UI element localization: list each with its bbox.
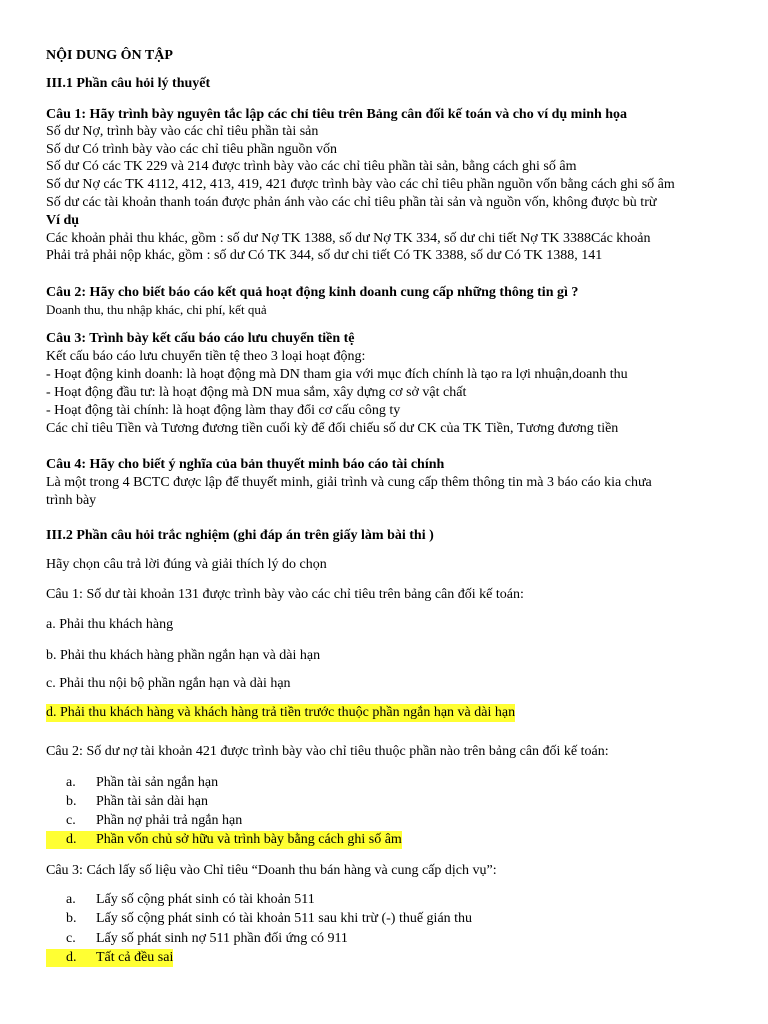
mc-question-3: Câu 3: Cách lấy số liệu vào Chỉ tiêu “Doanh thu bán hàng và cung cấp dịch vụ”: bbox=[46, 863, 497, 878]
example-line: Các khoản phải thu khác, gồm : số dư Nợ TK 1388, số dư Nợ TK 334, số dư chi tiết Nợ TK 3388Các khoản bbox=[46, 231, 651, 246]
mc-option-highlighted-answer: d. Phần vốn chủ sở hữu và trình bày bằng cách ghi số âm bbox=[46, 831, 402, 849]
theory-question-1-line: Số dư Nợ các TK 4112, 412, 413, 419, 421 được trình bày vào các chỉ tiêu phần nguồn vốn bằng cách ghi số âm bbox=[46, 177, 675, 192]
theory-question-1-line: Số dư Có các TK 229 và 214 được trình bày vào các chỉ tiêu phần tài sản, bằng cách ghi số âm bbox=[46, 159, 577, 174]
theory-question-2-heading: Câu 2: Hãy cho biết báo cáo kết quả hoạt động kinh doanh cung cấp những thông tin gì ? bbox=[46, 285, 579, 300]
mc-option: c. Lấy số phát sinh nợ 511 phần đối ứng có 911 bbox=[66, 931, 348, 946]
theory-question-1-line: Số dư Nợ, trình bày vào các chỉ tiêu phần tài sản bbox=[46, 124, 319, 139]
mc-question-2: Câu 2: Số dư nợ tài khoản 421 được trình bày vào chỉ tiêu thuộc phần nào trên bảng cân đối kế toán: bbox=[46, 744, 609, 759]
mc-option: a. Phải thu khách hàng bbox=[46, 617, 174, 632]
mc-option: c. Phải thu nội bộ phần ngắn hạn và dài hạn bbox=[46, 676, 291, 691]
mc-option: a. Phần tài sản ngắn hạn bbox=[66, 775, 219, 790]
section-heading-theory: III.1 Phần câu hỏi lý thuyết bbox=[46, 76, 211, 91]
theory-question-3-line: - Hoạt động kinh doanh: là hoạt động mà DN tham gia với mục đích chính là tạo ra lợi nhuận,doanh thu bbox=[46, 367, 628, 382]
mc-question-1: Câu 1: Số dư tài khoản 131 được trình bày vào các chỉ tiêu trên bảng cân đối kế toán: bbox=[46, 587, 524, 602]
theory-question-3-line: Kết cấu báo cáo lưu chuyển tiền tệ theo 3 loại hoạt động: bbox=[46, 349, 366, 364]
mc-option: c. Phần nợ phải trả ngắn hạn bbox=[66, 813, 243, 828]
theory-question-4-line: trình bày bbox=[46, 493, 97, 508]
doc-title: NỘI DUNG ÔN TẬP bbox=[46, 48, 173, 63]
theory-question-3-heading: Câu 3: Trình bày kết cấu báo cáo lưu chuyển tiền tệ bbox=[46, 331, 355, 346]
theory-question-3-line: Các chỉ tiêu Tiền và Tương đương tiền cuối kỳ để đối chiếu số dư CK của TK Tiền, Tương đương tiền bbox=[46, 421, 619, 436]
example-line: Phải trả phải nộp khác, gồm : số dư Có TK 344, số dư chi tiết Có TK 3388, số dư Có TK 1388, 141 bbox=[46, 248, 603, 263]
theory-question-1-heading: Câu 1: Hãy trình bày nguyên tắc lập các chỉ tiêu trên Bảng cân đối kế toán và cho ví dụ minh họa bbox=[46, 107, 628, 122]
example-label: Ví dụ bbox=[46, 213, 80, 228]
mc-option: b. Phải thu khách hàng phần ngắn hạn và dài hạn bbox=[46, 648, 321, 663]
theory-question-4-line: Là một trong 4 BCTC được lập để thuyết minh, giải trình và cung cấp thêm thông tin mà 3 báo cáo kia chưa bbox=[46, 475, 652, 490]
mc-option: b. Phần tài sản dài hạn bbox=[66, 794, 208, 809]
section-heading-multiple-choice: III.2 Phần câu hỏi trắc nghiệm (ghi đáp án trên giấy làm bài thi ) bbox=[46, 528, 434, 543]
theory-question-2-answer: Doanh thu, thu nhập khác, chi phí, kết quả bbox=[46, 302, 267, 317]
theory-question-4-heading: Câu 4: Hãy cho biết ý nghĩa của bản thuyết minh báo cáo tài chính bbox=[46, 457, 445, 472]
mc-option: b. Lấy số cộng phát sinh có tài khoản 511 sau khi trừ (-) thuế gián thu bbox=[66, 911, 473, 926]
mc-option-highlighted-answer: d. Tất cả đều sai bbox=[46, 949, 173, 967]
theory-question-3-line: - Hoạt động tài chính: là hoạt động làm thay đổi cơ cấu công ty bbox=[46, 403, 401, 418]
theory-question-1-line: Số dư Có trình bày vào các chỉ tiêu phần nguồn vốn bbox=[46, 142, 338, 157]
mc-option-highlighted-answer: d. Phải thu khách hàng và khách hàng trả tiền trước thuộc phần ngắn hạn và dài hạn bbox=[46, 705, 516, 720]
instruction-text: Hãy chọn câu trả lời đúng và giải thích lý do chọn bbox=[46, 557, 327, 572]
mc-option: a. Lấy số cộng phát sinh có tài khoản 511 bbox=[66, 892, 315, 907]
theory-question-1-line: Số dư các tài khoản thanh toán được phản ánh vào các chỉ tiêu phần tài sản và nguồn vốn, không được bù trừ bbox=[46, 195, 657, 210]
theory-question-3-line: - Hoạt động đầu tư: là hoạt động mà DN mua sắm, xây dựng cơ sở vật chất bbox=[46, 385, 467, 400]
